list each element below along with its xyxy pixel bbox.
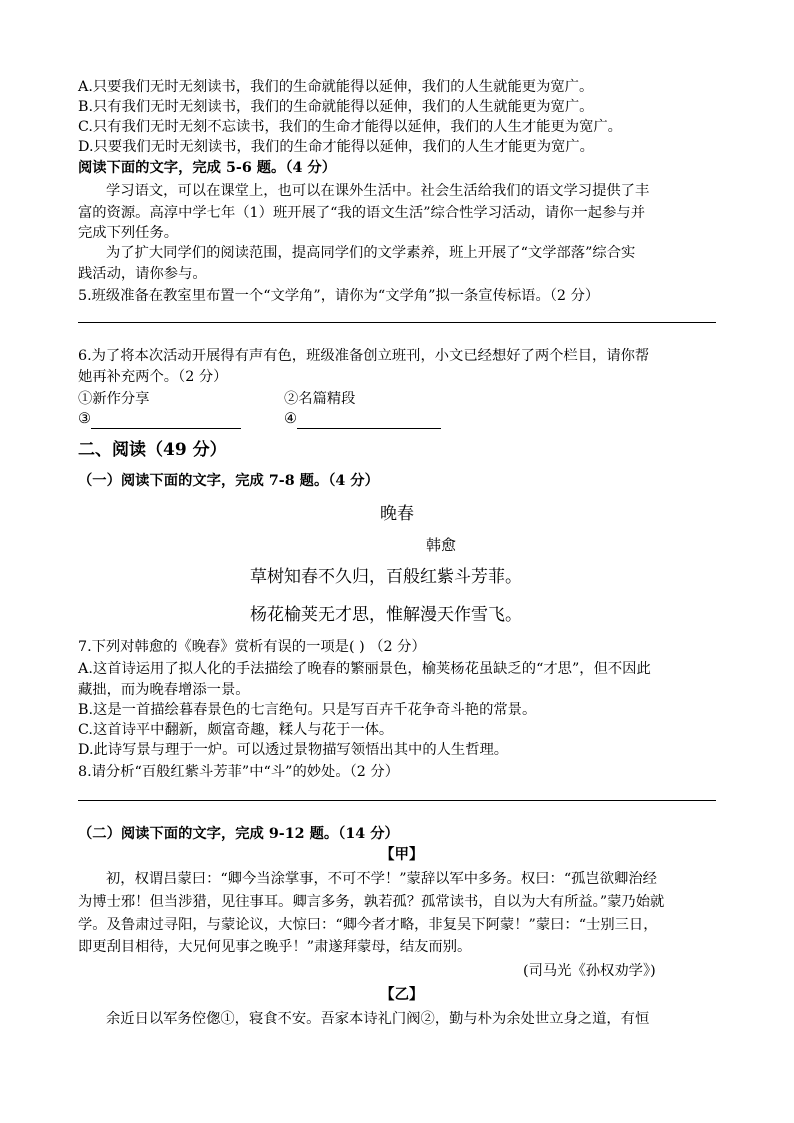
question-7: 7.下列对韩愈的《晚春》赏析有误的一项是( ) （2 分） (78, 639, 426, 655)
column-4-blank[interactable] (297, 414, 441, 429)
poem-title: 晚春 (380, 504, 414, 524)
passage-yi-label: 【乙】 (380, 986, 424, 1003)
q4-option-b: B.只有我们无时无刻读书，我们的生命就能得以延伸，我们的人生就能更为宽广。 (78, 99, 594, 115)
question-6-line-2: 她再补充两个。（2 分） (78, 369, 228, 385)
passage-jia-label: 【甲】 (380, 846, 424, 863)
question-5: 5.班级准备在教室里布置一个“文学角”，请你为“文学角”拟一条宣传标语。（2 分） (78, 288, 600, 304)
q7-option-a-line-2: 藏拙，而为晚春增添一景。 (78, 682, 250, 698)
answer-line-q8[interactable] (78, 800, 716, 801)
para2-line-1: 为了扩大同学们的阅读范围，提高同学们的文学素养，班上开展了“文学部落”综合实 (106, 245, 636, 261)
column-2: ②名篇精段 (284, 391, 356, 407)
jia-source: (司马光《孙权劝学》) (523, 963, 656, 979)
q7-option-b: B.这是一首描绘暮春景色的七言绝句。只是写百卉千花争奇斗艳的常景。 (78, 702, 537, 718)
q7-option-d: D.此诗写景与理于一炉。可以透过景物描写领悟出其中的人生哲理。 (78, 742, 509, 758)
jia-line-3: 学。及鲁肃过寻阳，与蒙论议，大惊曰：“卿今者才略，非复吴下阿蒙！”蒙曰：“士别三日， (78, 917, 658, 933)
part-1-heading: （一）阅读下面的文字，完成 7-8 题。（4 分） (78, 473, 379, 489)
part-2-heading: （二）阅读下面的文字，完成 9-12 题。（14 分） (78, 826, 399, 842)
column-3-label: ③ (78, 411, 91, 427)
answer-line-q5[interactable] (78, 322, 716, 323)
column-3-row (78, 409, 241, 429)
column-1: ①新作分享 (78, 391, 150, 407)
para2-line-2: 践活动，请你参与。 (78, 266, 207, 282)
jia-line-2: 为博士邪！但当涉猎，见往事耳。卿言多务，孰若孤？孤常读书，自以为大有所益。”蒙乃始就 (78, 894, 665, 910)
intro-line-3: 完成下列任务。 (78, 225, 179, 241)
poem-line-1: 草树知春不久归，百般红紫斗芳菲。 (250, 567, 522, 587)
question-8: 8.请分析“百般红紫斗芳菲”中“斗”的妙处。（2 分） (78, 764, 400, 780)
column-3-blank[interactable] (91, 414, 241, 429)
section-2-title: 二、阅读（49 分） (78, 440, 227, 460)
question-6-line-1: 6.为了将本次活动开展得有声有色，班级准备创立班刊，小文已经想好了两个栏目，请你帮 (78, 348, 650, 364)
poem-author: 韩愈 (426, 536, 457, 554)
column-4-label: ④ (284, 411, 297, 427)
q4-option-d: D.只要我们无时无刻读书，我们的生命才能得以延伸，我们的人生才能更为宽广。 (78, 139, 594, 155)
q4-option-c: C.只有我们无时无刻不忘读书，我们的生命才能得以延伸，我们的人生才能更为宽广。 (78, 119, 622, 135)
jia-line-1: 初，权谓吕蒙曰：“卿今当涂掌事，不可不学！”蒙辞以军中多务。权曰：“孤岂欲卿治经 (106, 871, 657, 887)
column-4-row (284, 409, 441, 429)
q7-option-a-line-1: A.这首诗运用了拟人化的手法描绘了晚春的繁丽景色，榆荚杨花虽缺乏的“才思”，但不因此 (78, 661, 651, 677)
q7-option-c: C.这首诗平中翻新，颇富奇趣，糅人与花于一体。 (78, 722, 394, 738)
intro-line-2: 富的资源。高淳中学七年（1）班开展了“我的语文生活”综合性学习活动，请你一起参与并 (78, 205, 645, 221)
section-5-6-heading: 阅读下面的文字，完成 5-6 题。（4 分） (78, 160, 337, 176)
intro-line-1: 学习语文，可以在课堂上，也可以在课外生活中。社会生活给我们的语文学习提供了丰 (106, 183, 650, 199)
jia-line-4: 即更刮目相待，大兄何见事之晚乎！”肃遂拜蒙母，结友而别。 (78, 939, 472, 955)
q4-option-a: A.只要我们无时无刻读书，我们的生命就能得以延伸，我们的人生就能更为宽广。 (78, 79, 594, 95)
yi-line-1: 余近日以军务倥偬①，寝食不安。吾家本诗礼门阀②，勤与朴为余处世立身之道，有恒 (106, 1011, 650, 1027)
poem-line-2: 杨花榆荚无才思，惟解漫天作雪飞。 (250, 605, 522, 625)
